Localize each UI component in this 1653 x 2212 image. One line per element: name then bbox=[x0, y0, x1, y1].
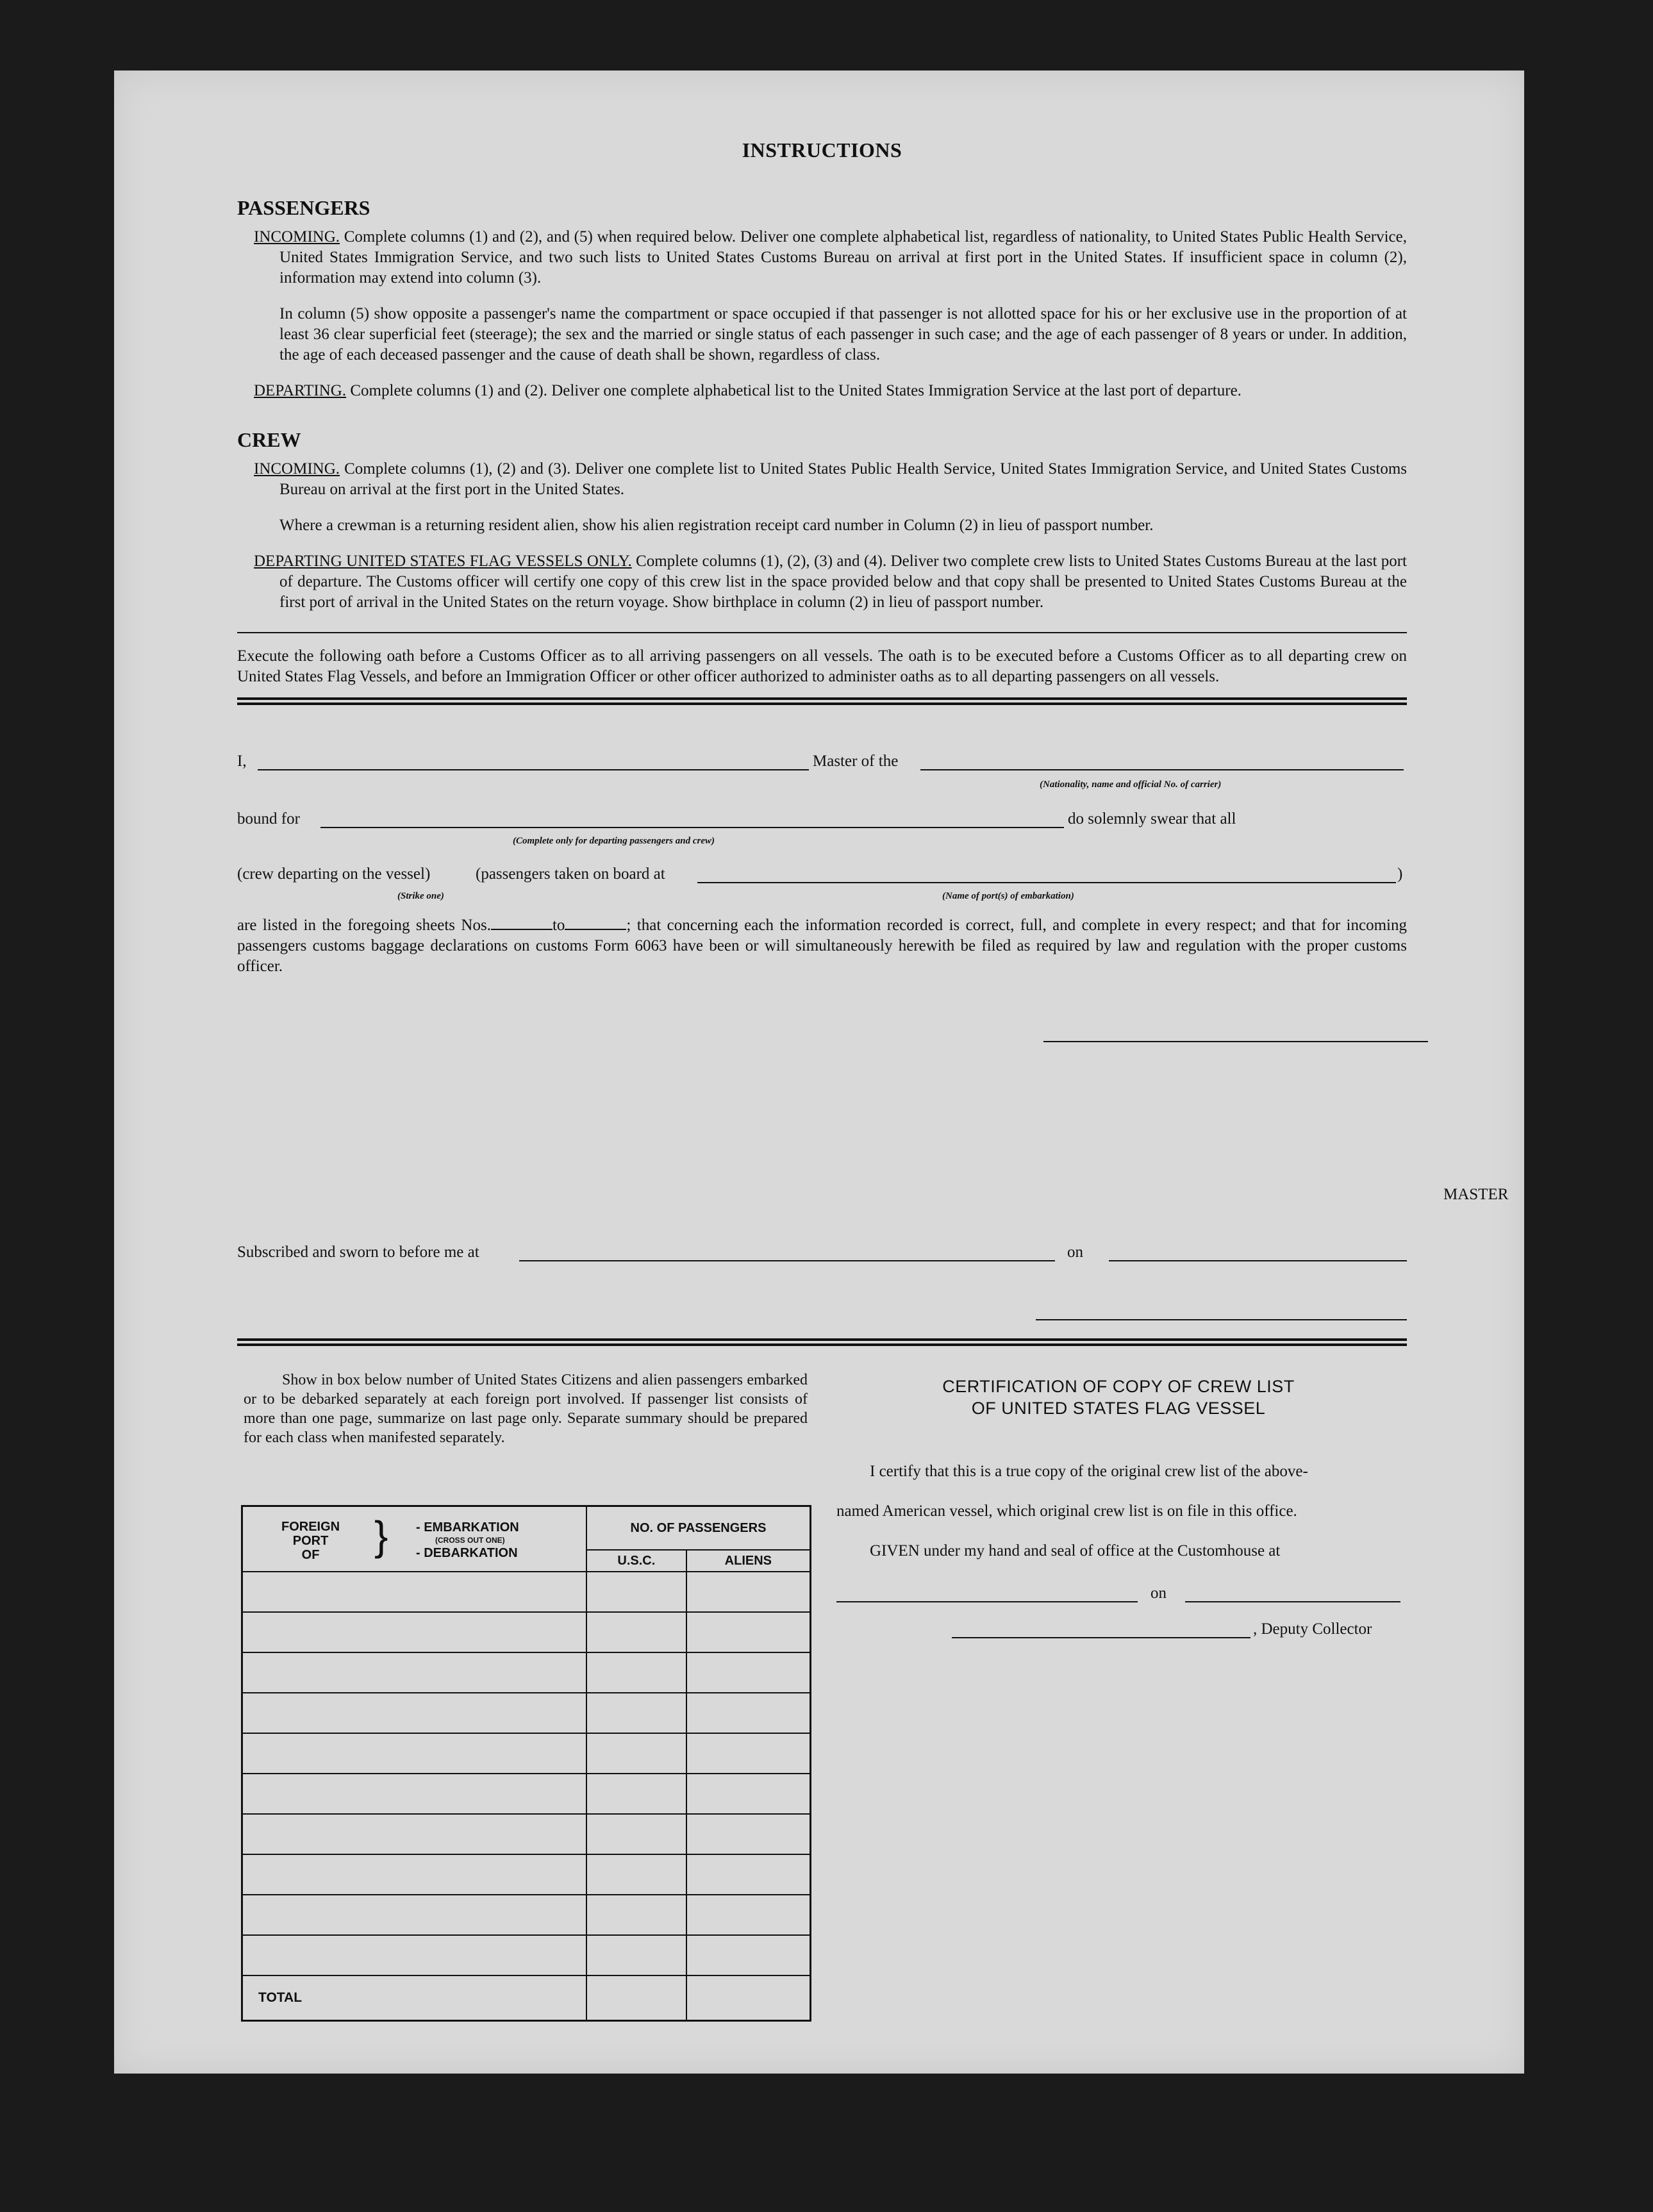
port-cell[interactable] bbox=[242, 1854, 587, 1895]
passengers-taken-text: (passengers taken on board at bbox=[476, 865, 665, 883]
bound-for-label: bound for bbox=[237, 810, 300, 827]
table-row bbox=[242, 1895, 811, 1935]
foreign-label: FOREIGN bbox=[281, 1520, 340, 1534]
oath-intro: Execute the following oath before a Customs Officer as to all arriving passengers on all vessels. The oath is to be executed before a Customs Officer as to all departing crew on United States Flag Vessels, and before an Immigration Officer or other officer authorized to administer oaths as to all departing passengers on all vessels. bbox=[237, 647, 1407, 685]
aliens-cell[interactable] bbox=[686, 1652, 811, 1693]
sheet-to-field[interactable] bbox=[565, 929, 626, 930]
column5-paragraph: In column (5) show opposite a passenger's name the compartment or space occupied if that passenger is not allotted space for his or her exclusive use in the proportion of at least 36 clear superficial feet (steerage); the sex and the married or single status of each passenger in such case; and the age of each passenger of 8 years or under. In addition, the age of each deceased passenger and the cause of death shall be shown, regardless of class. bbox=[279, 305, 1407, 363]
brace-icon: } bbox=[374, 1513, 388, 1559]
passengers-departing-label: DEPARTING. bbox=[254, 382, 347, 399]
aliens-header: ALIENS bbox=[686, 1550, 811, 1572]
i-label: I, bbox=[237, 753, 247, 770]
master-of-the-label: Master of the bbox=[813, 753, 899, 770]
certify-line-a: I certify that this is a true copy of the original crew list of the above- bbox=[870, 1463, 1308, 1480]
port-cell[interactable] bbox=[242, 1935, 587, 1975]
port-cell[interactable] bbox=[242, 1612, 587, 1652]
aliens-cell[interactable] bbox=[686, 1935, 811, 1975]
strike-one-caption: (Strike one) bbox=[397, 891, 444, 901]
crew-departing-text: Complete columns (1), (2), (3) and (4). Deliver two complete crew lists to United States Customs Bureau at the last port of departure. The Customs officer will certify one copy of this crew list in the space provided below and that copy shall be presented to United States Customs Bureau at the first port of arrival in the United States on the return voyage. Show birthplace in column (2) in lieu of passport number. bbox=[279, 553, 1407, 611]
carrier-caption: (Nationality, name and official No. of carrier) bbox=[1040, 779, 1222, 790]
usc-cell[interactable] bbox=[586, 1612, 686, 1652]
aliens-cell[interactable] bbox=[686, 1854, 811, 1895]
aliens-cell[interactable] bbox=[686, 1774, 811, 1814]
cert-title-line1: CERTIFICATION OF COPY OF CREW LIST bbox=[942, 1377, 1295, 1396]
listed-text-b: ; that concerning each the information recorded is correct, full, and complete in every respect; and that for incoming passengers customs baggage declarations on customs Form 6063 have been or will simultaneously herewith be filed as required by law and regulation with the proper customs officer. bbox=[237, 917, 1407, 975]
master-signature-field[interactable] bbox=[1043, 1023, 1428, 1042]
certify-line-b: named American vessel, which original crew list is on file in this office. bbox=[836, 1502, 1297, 1520]
no-passengers-header: NO. OF PASSENGERS bbox=[586, 1506, 811, 1551]
customhouse-field[interactable] bbox=[836, 1583, 1138, 1602]
table-row bbox=[242, 1733, 811, 1774]
cert-date-field[interactable] bbox=[1185, 1583, 1400, 1602]
usc-header: U.S.C. bbox=[586, 1550, 686, 1572]
passengers-incoming-label: INCOMING. bbox=[254, 228, 340, 245]
total-label: TOTAL bbox=[242, 1975, 587, 2020]
crew-departing-paragraph bbox=[237, 551, 1407, 613]
instructions-content bbox=[237, 138, 1509, 2005]
passengers-heading: PASSENGERS bbox=[237, 196, 370, 219]
crew-heading: CREW bbox=[237, 428, 301, 451]
sworn-place-field[interactable] bbox=[519, 1242, 1055, 1261]
embarkation-caption: (Name of port(s) of embarkation) bbox=[942, 891, 1074, 901]
table-row bbox=[242, 1814, 811, 1854]
usc-cell[interactable] bbox=[586, 1733, 686, 1774]
crew-departing-label: DEPARTING UNITED STATES FLAG VESSELS ONLY. bbox=[254, 553, 632, 570]
table-row bbox=[242, 1854, 811, 1895]
aliens-cell[interactable] bbox=[686, 1895, 811, 1935]
port-cell[interactable] bbox=[242, 1895, 587, 1935]
crew-incoming-paragraph bbox=[237, 459, 1407, 500]
passengers-incoming-paragraph bbox=[237, 227, 1407, 288]
certification-block bbox=[836, 1376, 1400, 1645]
oath-form bbox=[237, 715, 1407, 1074]
officer-signature-field[interactable] bbox=[1036, 1301, 1407, 1320]
usc-cell[interactable] bbox=[586, 1935, 686, 1975]
of-label: OF bbox=[301, 1548, 320, 1562]
aliens-cell[interactable] bbox=[686, 1612, 811, 1652]
debarkation-label: - DEBARKATION bbox=[416, 1546, 518, 1560]
sworn-on-label: on bbox=[1067, 1243, 1083, 1261]
usc-cell[interactable] bbox=[586, 1774, 686, 1814]
table-row bbox=[242, 1693, 811, 1733]
aliens-cell[interactable] bbox=[686, 1733, 811, 1774]
port-cell[interactable] bbox=[242, 1814, 587, 1854]
page-title: INSTRUCTIONS bbox=[742, 138, 902, 162]
listed-text-a: are listed in the foregoing sheets Nos. bbox=[237, 917, 491, 934]
bound-for-caption: (Complete only for departing passengers and crew) bbox=[513, 836, 715, 846]
usc-cell[interactable] bbox=[586, 1895, 686, 1935]
form-sheet bbox=[114, 71, 1524, 2074]
crew-incoming-text: Complete columns (1), (2) and (3). Deliver one complete list to United States Public Health Service, United States Immigration Service, and United States Customs Bureau on arrival at the first port in the United States. bbox=[279, 460, 1407, 498]
passenger-summary-table bbox=[241, 1505, 811, 2022]
aliens-cell[interactable] bbox=[686, 1693, 811, 1733]
port-header bbox=[242, 1506, 587, 1572]
lower-section bbox=[237, 1370, 1407, 2088]
port-cell[interactable] bbox=[242, 1572, 587, 1612]
usc-cell[interactable] bbox=[586, 1814, 686, 1854]
crew-incoming-label: INCOMING. bbox=[254, 460, 340, 478]
passengers-departing-text: Complete columns (1) and (2). Deliver one complete alphabetical list to the United States Immigration Service at the last port of departure. bbox=[346, 382, 1242, 399]
carrier-field[interactable] bbox=[920, 751, 1404, 770]
deputy-signature-field[interactable] bbox=[952, 1619, 1250, 1638]
swear-text: do solemnly swear that all bbox=[1068, 810, 1236, 827]
to-label: to bbox=[552, 917, 565, 934]
embarkation-port-field[interactable] bbox=[697, 864, 1396, 883]
port-cell[interactable] bbox=[242, 1652, 587, 1693]
double-rule-lower bbox=[237, 1338, 1407, 1346]
subscribed-label: Subscribed and sworn to before me at bbox=[237, 1243, 479, 1261]
passengers-departing-paragraph bbox=[237, 381, 1407, 401]
crew-departing-text: (crew departing on the vessel) bbox=[237, 865, 431, 883]
aliens-cell[interactable] bbox=[686, 1572, 811, 1612]
cross-out-label: (CROSS OUT ONE) bbox=[435, 1536, 505, 1545]
passengers-incoming-text: Complete columns (1) and (2), and (5) when required below. Deliver one complete alphabetical list, regardless of nationality, to United States Public Health Service, United States Immigration Service, and two such lists to United States Customs Bureau on arrival at first port in the United States. If insufficient space in column (2), information may extend into column (3). bbox=[279, 228, 1407, 287]
usc-cell[interactable] bbox=[586, 1652, 686, 1693]
master-label: MASTER bbox=[1443, 1186, 1509, 1203]
table-body bbox=[242, 1572, 811, 2020]
port-cell[interactable] bbox=[242, 1733, 587, 1774]
given-line: GIVEN under my hand and seal of office at the Customhouse at bbox=[870, 1542, 1281, 1559]
master-name-field[interactable] bbox=[258, 751, 809, 770]
aliens-cell[interactable] bbox=[686, 1814, 811, 1854]
usc-cell[interactable] bbox=[586, 1854, 686, 1895]
citizens-note: Show in box below number of United States Citizens and alien passengers embarked or to be debarked separately at each foreign port involved. If passenger list consists of more than one page, summarize on last page only. Separate summary should be prepared for each class when manifested separately. bbox=[244, 1372, 808, 1446]
table-row bbox=[242, 1572, 811, 1612]
sheet-from-field[interactable] bbox=[491, 929, 552, 930]
table-row bbox=[242, 1774, 811, 1814]
total-aliens-cell[interactable] bbox=[686, 1975, 811, 2020]
deputy-collector-label: , Deputy Collector bbox=[1253, 1620, 1372, 1638]
table-row bbox=[242, 1652, 811, 1693]
bound-for-field[interactable] bbox=[320, 809, 1064, 828]
close-paren: ) bbox=[1397, 865, 1403, 883]
crew-alien-paragraph: Where a crewman is a returning resident alien, show his alien registration receipt card number in Column (2) in lieu of passport number. bbox=[279, 517, 1154, 534]
sworn-date-field[interactable] bbox=[1109, 1242, 1407, 1261]
usc-cell[interactable] bbox=[586, 1693, 686, 1733]
table-row bbox=[242, 1935, 811, 1975]
listed-paragraph bbox=[237, 915, 1407, 977]
table-row bbox=[242, 1612, 811, 1652]
double-rule bbox=[237, 697, 1407, 705]
embarkation-label: - EMBARKATION bbox=[416, 1520, 519, 1534]
cert-on-label: on bbox=[1150, 1584, 1167, 1602]
port-cell[interactable] bbox=[242, 1774, 587, 1814]
port-label: PORT bbox=[292, 1534, 329, 1548]
usc-cell[interactable] bbox=[586, 1572, 686, 1612]
port-cell[interactable] bbox=[242, 1693, 587, 1733]
cert-title-line2: OF UNITED STATES FLAG VESSEL bbox=[971, 1399, 1266, 1418]
total-row bbox=[242, 1975, 811, 2020]
total-usc-cell[interactable] bbox=[586, 1975, 686, 2020]
